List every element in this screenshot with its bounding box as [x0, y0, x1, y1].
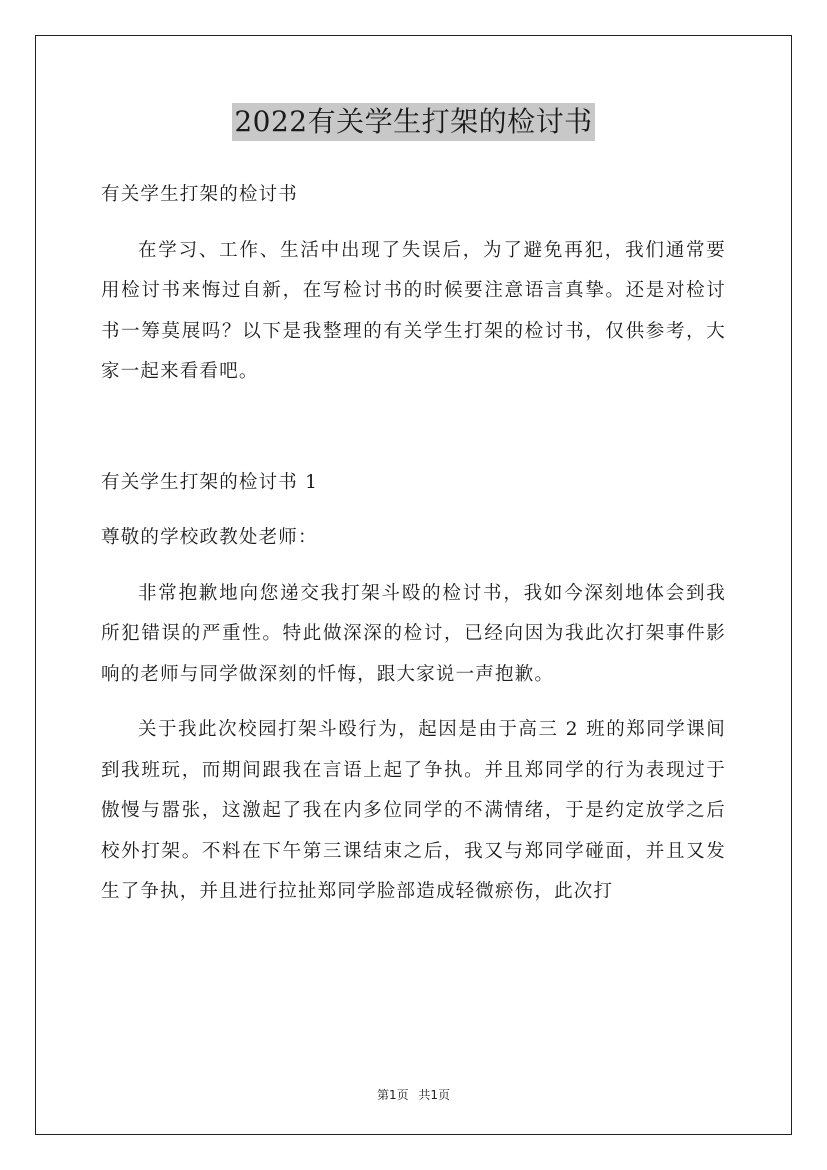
salutation: 尊敬的学校政教处老师：	[101, 527, 318, 548]
page-footer	[0, 1086, 827, 1103]
section-heading: 有关学生打架的检讨书 1	[101, 471, 319, 493]
body-paragraph: 非常抱歉地向您递交我打架斗殴的检讨书，我如今深刻地体会到我所犯错误的严重性。特此做深深的检讨，已经向因为我此次打架事件影响的老师与同学做深刻的忏悔，跟大家说一声抱歉。	[101, 582, 726, 685]
document-title: 2022有关学生打架的检讨书	[232, 103, 594, 141]
page-number: 第1页	[376, 1088, 409, 1102]
document-body	[101, 175, 726, 928]
intro-paragraph: 在学习、工作、生活中出现了失误后，为了避免再犯，我们通常要用检讨书来悔过自新，在写检讨书的时候要注意语言真挚。还是对检讨书一筹莫展吗？以下是我整理的有关学生打架的检讨书，仅供参考，大家一起来看看吧。	[101, 239, 726, 382]
page-total: 共1页	[418, 1088, 451, 1102]
document-subtitle: 有关学生打架的检讨书	[101, 184, 299, 205]
body-paragraph: 关于我此次校园打架斗殴行为，起因是由于高三 2 班的郑同学课间到我班玩，而期间跟我在言语上起了争执。并且郑同学的行为表现过于傲慢与嚣张，这激起了我在内多位同学的不满情绪，于是约定放学之后校外打架。不料在下午第三课结束之后，我又与郑同学碰面，并且又发生了争执，并且进行拉扯郑同学脸部造成轻微瘀伤，此次打	[101, 719, 726, 902]
title-wrap	[0, 103, 827, 141]
